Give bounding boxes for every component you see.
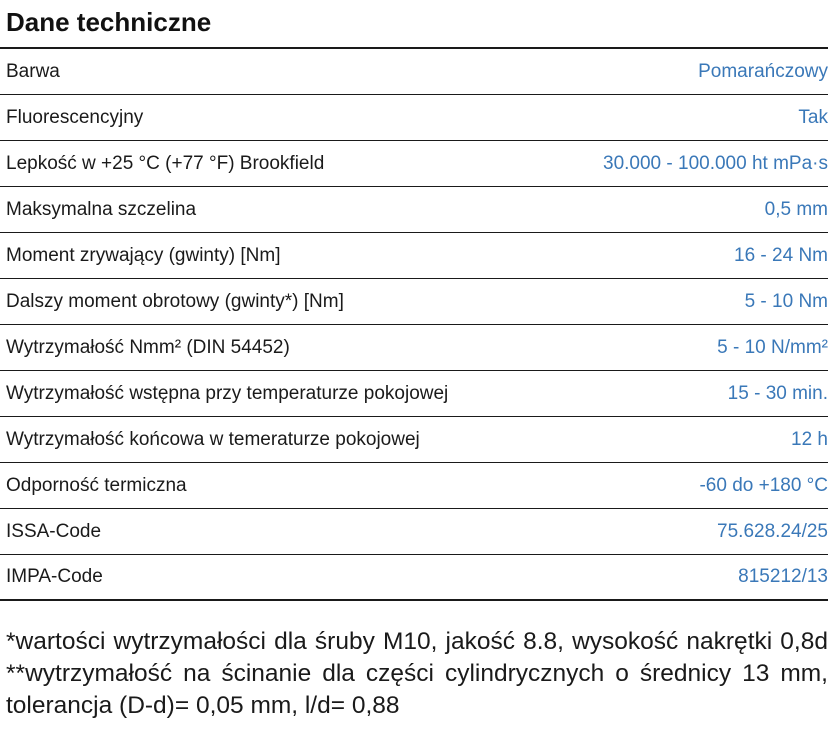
spec-row-issa-code	[0, 509, 828, 555]
spec-row-fluorescent	[0, 95, 828, 141]
spec-value: Pomarańczowy	[698, 60, 828, 82]
spec-value: 5 - 10 N/mm²	[717, 336, 828, 358]
spec-label: IMPA-Code	[6, 566, 103, 587]
spec-value: 815212/13	[738, 566, 828, 587]
spec-label: Odporność termiczna	[6, 474, 187, 496]
spec-label: Moment zrywający (gwinty) [Nm]	[6, 244, 281, 266]
spec-row-prevailing-torque	[0, 279, 828, 325]
spec-value: 16 - 24 Nm	[734, 244, 828, 266]
spec-label: Fluorescencyjny	[6, 106, 144, 128]
spec-label: Dalszy moment obrotowy (gwinty*) [Nm]	[6, 290, 344, 312]
spec-label: ISSA-Code	[6, 520, 102, 542]
spec-value: 75.628.24/25	[717, 520, 828, 542]
spec-row-final-strength	[0, 417, 828, 463]
spec-value: 12 h	[791, 428, 828, 450]
spec-value: 15 - 30 min.	[727, 382, 828, 404]
spec-label: Wytrzymałość wstępna przy temperaturze pokojowej	[6, 382, 449, 404]
spec-table	[0, 47, 828, 601]
spec-row-initial-strength	[0, 371, 828, 417]
spec-value: -60 do +180 °C	[699, 474, 828, 496]
footnote: *wartości wytrzymałości dla śruby M10, jakość 8.8, wysokość nakrętki 0,8d **wytrzymałość na ścinanie dla części cylindrycznych o średnicy 13 mm, tolerancja (D-d)= 0,05 mm, l/d= 0,88	[6, 628, 828, 719]
spec-row-color	[0, 49, 828, 95]
spec-label: Wytrzymałość Nmm² (DIN 54452)	[6, 336, 290, 358]
spec-row-strength	[0, 325, 828, 371]
spec-row-breakaway-torque	[0, 233, 828, 279]
spec-row-max-gap	[0, 187, 828, 233]
spec-value: 0,5 mm	[764, 198, 828, 220]
spec-label: Wytrzymałość końcowa w temeraturze pokojowej	[6, 428, 420, 450]
spec-label: Barwa	[6, 60, 60, 82]
page-title: Dane techniczne	[6, 7, 212, 37]
spec-row-viscosity	[0, 141, 828, 187]
spec-value: 30.000 - 100.000 ht mPa·s	[603, 152, 828, 174]
spec-row-impa-code	[0, 555, 828, 601]
spec-row-thermal-resistance	[0, 463, 828, 509]
spec-value: Tak	[798, 106, 828, 128]
spec-label: Lepkość w +25 °C (+77 °F) Brookfield	[6, 152, 325, 174]
spec-value: 5 - 10 Nm	[744, 290, 828, 312]
spec-label: Maksymalna szczelina	[6, 198, 197, 220]
